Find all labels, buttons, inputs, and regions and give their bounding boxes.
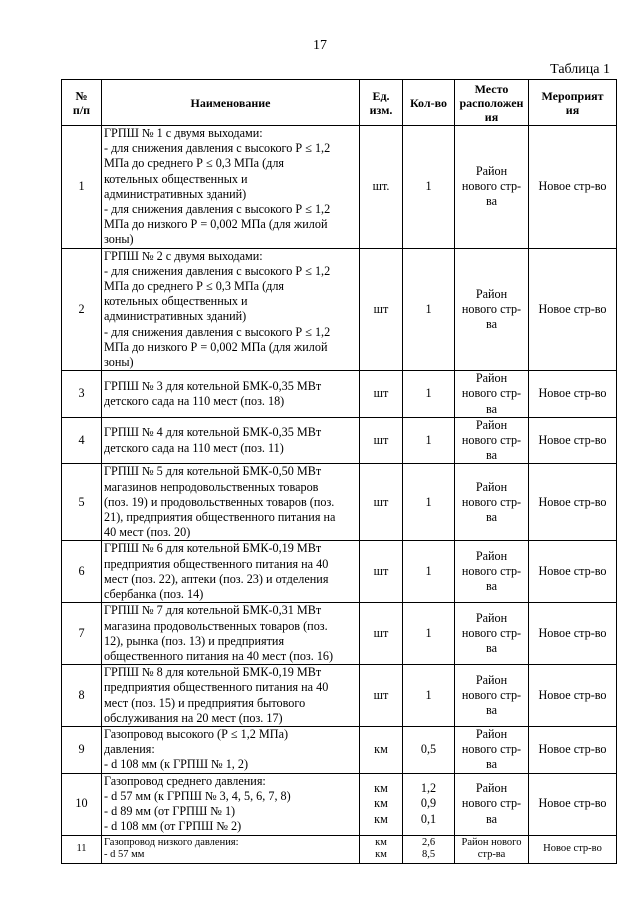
row-number: 6 bbox=[62, 541, 102, 603]
row-qty: 1 bbox=[403, 603, 455, 665]
row-measure: Новое стр-во bbox=[529, 726, 617, 773]
table-row bbox=[62, 726, 617, 773]
row-unit: шт bbox=[360, 248, 403, 371]
row-qty: 1 bbox=[403, 126, 455, 249]
row-unit: шт. bbox=[360, 126, 403, 249]
row-measure: Новое стр-во bbox=[529, 126, 617, 249]
header-unit: Ед. изм. bbox=[360, 80, 403, 126]
row-qty: 1 bbox=[403, 371, 455, 418]
row-number: 2 bbox=[62, 248, 102, 371]
row-place: Район нового стр- ва bbox=[455, 464, 529, 541]
header-row bbox=[62, 80, 617, 126]
row-place: Район нового стр- ва bbox=[455, 665, 529, 727]
row-place: Район нового стр- ва bbox=[455, 371, 529, 418]
row-measure: Новое стр-во bbox=[529, 248, 617, 371]
row-unit: шт bbox=[360, 665, 403, 727]
row-unit: км км км bbox=[360, 773, 403, 835]
row-unit: шт bbox=[360, 371, 403, 418]
row-qty: 1 bbox=[403, 464, 455, 541]
row-name: ГРПШ № 1 с двумя выходами: - для снижения давления с высокого Р ≤ 1,2 МПа до среднего Р ≤ 0,3 МПа (для котельных общественных и административных зданий) - для снижения давления с высокого Р ≤ 1,2 МПа до низкого Р = 0,002 МПа (для жилой зоны) bbox=[102, 126, 360, 249]
row-unit: шт bbox=[360, 464, 403, 541]
row-unit: км км bbox=[360, 835, 403, 863]
row-number: 3 bbox=[62, 371, 102, 418]
row-unit: шт bbox=[360, 417, 403, 464]
row-measure: Новое стр-во bbox=[529, 371, 617, 418]
table-row bbox=[62, 835, 617, 863]
row-measure: Новое стр-во bbox=[529, 417, 617, 464]
table-caption: Таблица 1 bbox=[550, 62, 610, 77]
row-place: Район нового стр- ва bbox=[455, 541, 529, 603]
table-row bbox=[62, 248, 617, 371]
equipment-table bbox=[61, 79, 617, 864]
row-measure: Новое стр-во bbox=[529, 464, 617, 541]
table-row bbox=[62, 541, 617, 603]
table-body bbox=[62, 126, 617, 864]
row-number: 4 bbox=[62, 417, 102, 464]
table-row bbox=[62, 464, 617, 541]
row-qty: 1,2 0,9 0,1 bbox=[403, 773, 455, 835]
row-place: Район нового стр- ва bbox=[455, 248, 529, 371]
row-place: Район нового стр- ва bbox=[455, 773, 529, 835]
header-name: Наименование bbox=[102, 80, 360, 126]
table-row bbox=[62, 417, 617, 464]
row-unit: км bbox=[360, 726, 403, 773]
row-measure: Новое стр-во bbox=[529, 835, 617, 863]
row-name: ГРПШ № 7 для котельной БМК-0,31 МВт магазина продовольственных товаров (поз. 12), рынка (поз. 13) и предприятия общественного питания на 40 мест (поз. 16) bbox=[102, 603, 360, 665]
row-place: Район нового стр- ва bbox=[455, 417, 529, 464]
row-qty: 1 bbox=[403, 417, 455, 464]
row-measure: Новое стр-во bbox=[529, 603, 617, 665]
row-name: ГРПШ № 6 для котельной БМК-0,19 МВт предприятия общественного питания на 40 мест (поз. 22), аптеки (поз. 23) и отделения сбербанка (поз. 14) bbox=[102, 541, 360, 603]
row-place: Район нового стр- ва bbox=[455, 726, 529, 773]
row-name: Газопровод среднего давления: - d 57 мм (к ГРПШ № 3, 4, 5, 6, 7, 8) - d 89 мм (от ГРПШ № 1) - d 108 мм (от ГРПШ № 2) bbox=[102, 773, 360, 835]
header-measure: Мероприят ия bbox=[529, 80, 617, 126]
header-num: № п/п bbox=[62, 80, 102, 126]
row-measure: Новое стр-во bbox=[529, 665, 617, 727]
row-name: Газопровод низкого давления: - d 57 мм bbox=[102, 835, 360, 863]
row-qty: 1 bbox=[403, 248, 455, 371]
row-number: 8 bbox=[62, 665, 102, 727]
row-measure: Новое стр-во bbox=[529, 541, 617, 603]
row-number: 5 bbox=[62, 464, 102, 541]
row-qty: 1 bbox=[403, 541, 455, 603]
table-row bbox=[62, 603, 617, 665]
row-name: Газопровод высокого (Р ≤ 1,2 МПа) давления: - d 108 мм (к ГРПШ № 1, 2) bbox=[102, 726, 360, 773]
row-place: Район нового стр-ва bbox=[455, 835, 529, 863]
row-place: Район нового стр- ва bbox=[455, 126, 529, 249]
row-name: ГРПШ № 4 для котельной БМК-0,35 МВт детского сада на 110 мест (поз. 11) bbox=[102, 417, 360, 464]
row-number: 10 bbox=[62, 773, 102, 835]
table-row bbox=[62, 126, 617, 249]
row-name: ГРПШ № 5 для котельной БМК-0,50 МВт магазинов непродовольственных товаров (поз. 19) и продовольственных товаров (поз. 21), предприятия общественного питания на 40 мест (поз. 20) bbox=[102, 464, 360, 541]
header-qty: Кол-во bbox=[403, 80, 455, 126]
page-number: 17 bbox=[313, 38, 327, 53]
row-number: 9 bbox=[62, 726, 102, 773]
row-name: ГРПШ № 3 для котельной БМК-0,35 МВт детского сада на 110 мест (поз. 18) bbox=[102, 371, 360, 418]
row-unit: шт bbox=[360, 541, 403, 603]
row-measure: Новое стр-во bbox=[529, 773, 617, 835]
row-name: ГРПШ № 2 с двумя выходами: - для снижения давления с высокого Р ≤ 1,2 МПа до среднего Р ≤ 0,3 МПа (для котельных общественных и административных зданий) - для снижения давления с высокого Р ≤ 1,2 МПа до низкого Р = 0,002 МПа (для жилой зоны) bbox=[102, 248, 360, 371]
header-place: Место расположен ия bbox=[455, 80, 529, 126]
row-number: 7 bbox=[62, 603, 102, 665]
row-qty: 0,5 bbox=[403, 726, 455, 773]
row-qty: 2,6 8,5 bbox=[403, 835, 455, 863]
table-row bbox=[62, 773, 617, 835]
row-number: 11 bbox=[62, 835, 102, 863]
row-unit: шт bbox=[360, 603, 403, 665]
row-place: Район нового стр- ва bbox=[455, 603, 529, 665]
table-row bbox=[62, 665, 617, 727]
table-row bbox=[62, 371, 617, 418]
row-name: ГРПШ № 8 для котельной БМК-0,19 МВт предприятия общественного питания на 40 мест (поз. 15) и предприятия бытового обслуживания на 20 мест (поз. 17) bbox=[102, 665, 360, 727]
row-number: 1 bbox=[62, 126, 102, 249]
row-qty: 1 bbox=[403, 665, 455, 727]
